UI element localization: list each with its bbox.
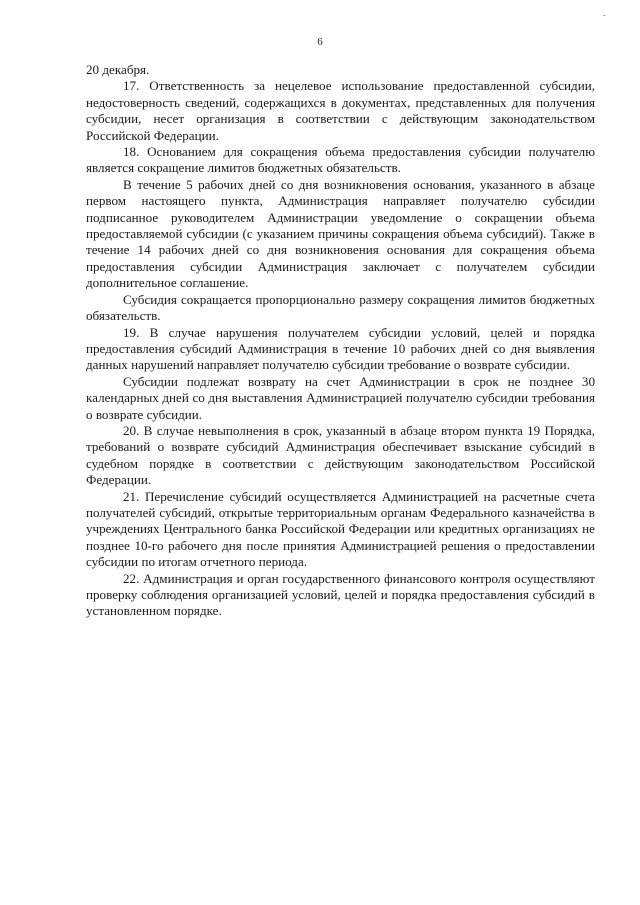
corner-mark: - — [602, 10, 606, 21]
paragraph-date-continuation: 20 декабря. — [86, 62, 150, 77]
paragraph-19-refund-term: Субсидии подлежат возврату на счет Администрации в срок не позднее 30 календарных дней со дня выставления Администрацией получателю субсидии требования о возврате субсидии. — [86, 373, 595, 422]
page-number: 6 — [317, 36, 323, 48]
document-body — [86, 62, 595, 620]
paragraph-21-transfer: 21. Перечисление субсидий осуществляется Администрацией на расчетные счета получателей субсидий, открытые территориальным органам Федерального казначейства в учреждениях Центрального банка Российской Федерации или кредитных организациях не позднее 10-го рабочего дня после принятия Администрацией решения о предоставлении субсидии по итогам отчетного периода. — [86, 488, 595, 570]
paragraph-18-notification: В течение 5 рабочих дней со дня возникновения основания, указанного в абзаце первом настоящего пункта, Администрация направляет получателю субсидии подписанное руководителем Администрации уведомление о сокращении объема предоставляемой субсидии (с указанием причины сокращения объема субсидий). Также в течение 14 рабочих дней со дня возникновения основания для сокращения объема предоставления субсидии Администрация заключает с получателем субсидии дополнительное соглашение. — [86, 176, 595, 291]
paragraph-17-responsibility: 17. Ответственность за нецелевое использование предоставленной субсидии, недостоверность сведений, содержащихся в документах, представленных для получения субсидии, несет организация в соответствии с действующим законодательством Российской Федерации. — [86, 78, 595, 143]
paragraph-18-reduction-basis: 18. Основанием для сокращения объема предоставления субсидии получателю является сокращение лимитов бюджетных обязательств. — [86, 144, 595, 176]
paragraph-20-court-recovery: 20. В случае невыполнения в срок, указанный в абзаце втором пункта 19 Порядка, требований о возврате субсидий Администрация обеспечивает взыскание субсидий в судебном порядке в соответствии с действующим законодательством Российской Федерации. — [86, 422, 595, 488]
paragraph-22-control: 22. Администрация и орган государственного финансового контроля осуществляют проверку соблюдения организацией условий, целей и порядка предоставления субсидий в установленном порядке. — [86, 570, 595, 619]
paragraph-18-proportional: Субсидия сокращается пропорционально размеру сокращения лимитов бюджетных обязательств. — [86, 291, 595, 324]
paragraph-19-violation: 19. В случае нарушения получателем субсидии условий, целей и порядка предоставления субсидий Администрация в течение 10 рабочих дней со дня выявления данных нарушений направляет получателю субсидии требование о возврате субсидии. — [86, 324, 595, 373]
